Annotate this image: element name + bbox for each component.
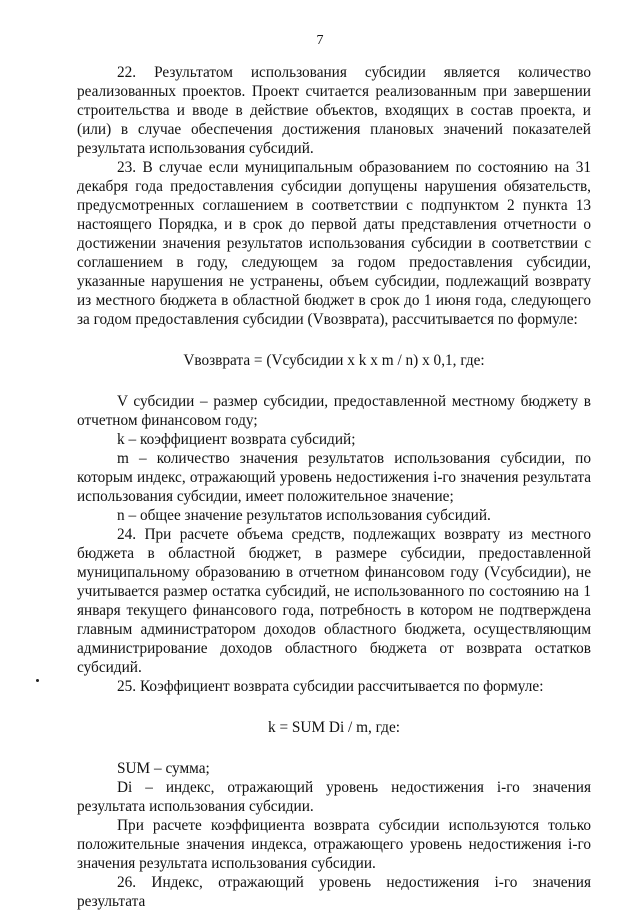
definition-v-subsidy: V субсидии – размер субсидии, предоставленной местному бюджету в отчетном финансовом году;: [77, 393, 591, 429]
definition-k: k – коэффициент возврата субсидий;: [117, 431, 356, 448]
paragraph-26: 26. Индекс, отражающий уровень недостижения i-го значения результата: [77, 874, 591, 910]
definition-sum: SUM – сумма;: [117, 760, 210, 777]
formula-k: k = SUM Di / m, где:: [268, 719, 400, 736]
formula-v-return: Vвозврата = (Vсубсидии x k x m / n) x 0,1, где:: [183, 352, 485, 369]
paragraph-23: 23. В случае если муниципальным образованием по состоянию на 31 декабря года предоставления субсидии допущены нарушения обязательств, предусмотренных соглашением в соответствии с подпунктом 2 пункта 13 настоящего Порядка, и в срок до первой даты представления отчетности о достижении значения результатов использования субсидии в соответствии с соглашением в году, следующем за годом предоставления субсидии, указанные нарушения не устранены, объем субсидии, подлежащий возврату из местного бюджета в областной бюджет в срок до 1 июня года, следующего за годом предоставления субсидии (Vвозврата), рассчитывается по формуле:: [77, 159, 591, 328]
page-number: 7: [316, 33, 324, 48]
paragraph-25: 25. Коэффициент возврата субсидии рассчитывается по формуле:: [117, 678, 544, 695]
definition-n: n – общее значение результатов использования субсидий.: [117, 507, 491, 524]
stray-mark: [36, 679, 39, 682]
paragraph-24: 24. При расчете объема средств, подлежащих возврату из местного бюджета в областной бюджет, в размере субсидии, предоставленной муниципальному образованию в отчетном финансовом году (Vсубсидии), не учитывается размер остатка субсидий, не использованного по состоянию на 1 января текущего финансового года, потребность в котором не подтверждена главным администратором доходов областного бюджета, осуществляющим администрирование доходов областного бюджета от возврата остатков субсидий.: [77, 526, 591, 676]
definition-di: Di – индекс, отражающий уровень недостижения i-го значения результата использования субсидии.: [77, 779, 591, 815]
paragraph-positive-values: При расчете коэффициента возврата субсидии используются только положительные значения индекса, отражающего уровень недостижения i-го значения результата использования субсидии.: [77, 817, 591, 872]
paragraph-22: 22. Результатом использования субсидии является количество реализованных проектов. Проект считается реализованным при завершении строительства и вводе в действие объектов, входящих в состав проекта, и (или) в случае обеспечения достижения плановых значений показателей результата использования субсидий.: [77, 64, 591, 157]
document-body: [77, 63, 591, 911]
definition-m: m – количество значения результатов использования субсидии, по которым индекс, отражающий уровень недостижения i-го значения результата использования субсидии, имеет положительное значение;: [77, 450, 591, 505]
